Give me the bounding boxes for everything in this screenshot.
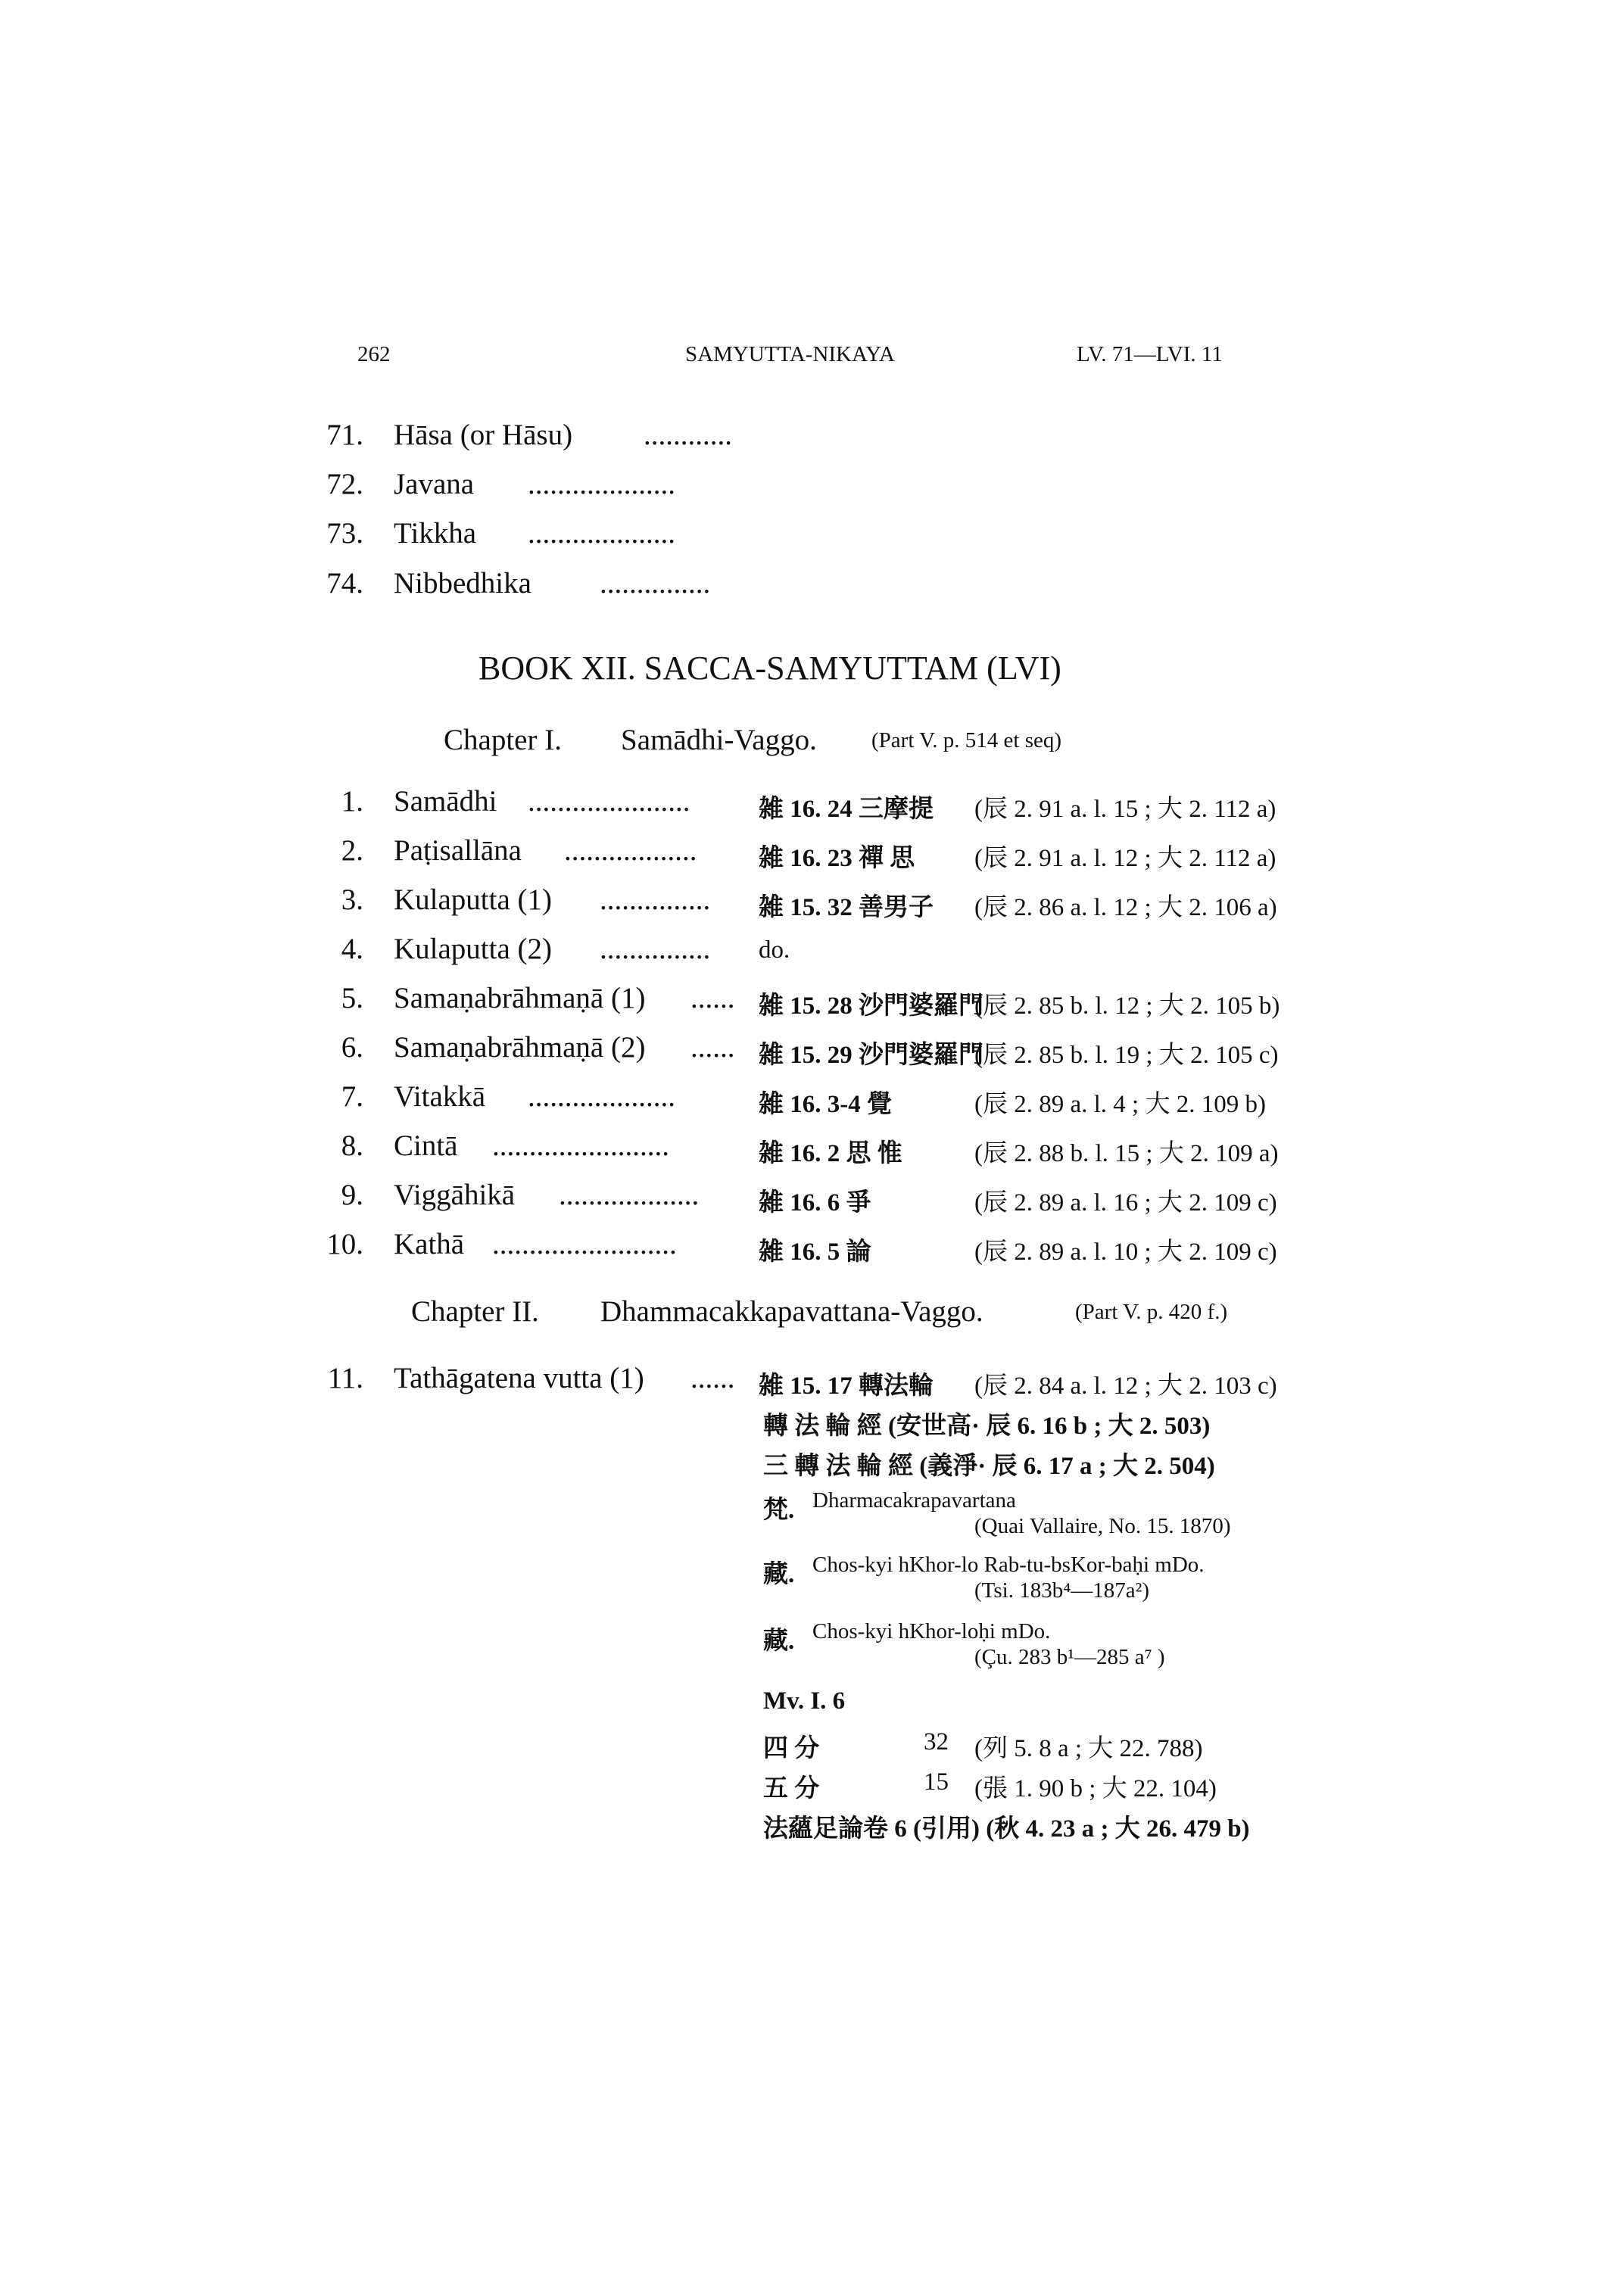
leader-dots: ..................	[564, 834, 697, 867]
item-number: 71.	[326, 419, 363, 451]
item-name: Paṭisallāna	[394, 834, 522, 867]
citation: (辰 2. 89 a. l. 4 ; 大 2. 109 b)	[974, 1091, 1266, 1118]
leader-dots: ...................	[559, 1179, 700, 1211]
chinese-ref: do.	[759, 936, 790, 964]
item-number: 11.	[327, 1362, 363, 1394]
leader-dots: ....................	[528, 1080, 675, 1113]
sanskrit-mark: 梵.	[763, 1497, 795, 1524]
vinaya-number: 32	[924, 1728, 949, 1756]
item-name: Hāsa (or Hāsu)	[394, 419, 573, 451]
item-name: Kathā	[394, 1228, 465, 1260]
citation: (辰 2. 85 b. l. 12 ; 大 2. 105 b)	[974, 992, 1280, 1020]
item-name: Viggāhikā	[394, 1179, 516, 1211]
leader-dots: ........................	[492, 1129, 669, 1162]
chapter-ref: (Part V. p. 420 f.)	[1075, 1300, 1228, 1324]
item-number: 8.	[341, 1129, 363, 1162]
item-number: 2.	[341, 834, 363, 867]
leader-dots: ............	[644, 419, 732, 451]
tibetan-title: Chos-kyi hKhor-lo Rab-tu-bsKor-baḥi mDo.	[812, 1553, 1205, 1577]
item-name: Nibbedhika	[394, 567, 531, 600]
chapter-name: Samādhi-Vaggo.	[621, 724, 817, 756]
leader-dots: ...............	[600, 933, 711, 965]
item-number: 5.	[341, 982, 363, 1014]
item-number: 9.	[341, 1179, 363, 1211]
chinese-ref: 雑 15. 29 沙門婆羅門	[759, 1042, 983, 1069]
item-number: 3.	[341, 883, 363, 916]
chinese-ref: 雑 16. 23 禪 思	[759, 845, 915, 872]
item-name: Kulaputta (1)	[394, 883, 553, 916]
vinaya-name: 四 分	[763, 1735, 820, 1762]
leader-dots: .........................	[492, 1228, 677, 1260]
item-name: Tikkha	[394, 517, 477, 550]
citation: (辰 2. 91 a. l. 15 ; 大 2. 112 a)	[974, 796, 1276, 823]
citation: (辰 2. 89 a. l. 10 ; 大 2. 109 c)	[974, 1238, 1277, 1266]
vinaya-citation: (列 5. 8 a ; 大 22. 788)	[974, 1735, 1203, 1762]
item-name: Samaṇabrāhmaṇā (1)	[394, 982, 646, 1014]
item-name: Samādhi	[394, 785, 497, 818]
tibetan-mark: 藏.	[763, 1628, 795, 1655]
item-name: Tathāgatena vutta (1)	[394, 1362, 644, 1394]
item-number: 7.	[341, 1080, 363, 1113]
leader-dots: ......	[690, 1031, 735, 1064]
citation: (辰 2. 84 a. l. 12 ; 大 2. 103 c)	[974, 1372, 1277, 1400]
leader-dots: ......................	[528, 785, 690, 818]
page-number: 262	[357, 342, 391, 366]
abhidharma-ref: 法蘊足論卷 6 (引用) (秋 4. 23 a ; 大 26. 479 b)	[763, 1815, 1250, 1843]
chinese-ref: 雑 16. 6 爭	[759, 1189, 871, 1217]
chapter-ref: (Part V. p. 514 et seq)	[871, 728, 1062, 752]
tibetan-title: Chos-kyi hKhor-loḥi mDo.	[812, 1619, 1051, 1643]
leader-dots: ......	[690, 1362, 735, 1394]
chinese-ref: 雑 16. 2 思 惟	[759, 1140, 902, 1167]
item-number: 10.	[326, 1228, 363, 1260]
chinese-ref: 雑 15. 28 沙門婆羅門	[759, 992, 983, 1020]
chapter-name: Dhammacakkapavattana-Vaggo.	[600, 1295, 983, 1328]
leader-dots: ....................	[528, 517, 675, 550]
sanskrit-title: Dharmacakrapavartana	[812, 1488, 1016, 1513]
vinaya-name: 五 分	[763, 1775, 820, 1802]
chinese-ref: 雑 16. 3-4 覺	[759, 1091, 892, 1118]
citation: (辰 2. 86 a. l. 12 ; 大 2. 106 a)	[974, 894, 1277, 921]
citation: (辰 2. 89 a. l. 16 ; 大 2. 109 c)	[974, 1189, 1277, 1217]
item-name: Cintā	[394, 1129, 458, 1162]
leader-dots: ....................	[528, 468, 675, 500]
parallel-ref: 轉 法 輪 經 (安世高· 辰 6. 16 b ; 大 2. 503)	[763, 1413, 1211, 1440]
mahavagga-ref: Mv. I. 6	[763, 1687, 846, 1715]
leader-dots: ......	[690, 982, 735, 1014]
chinese-ref: 雑 15. 32 善男子	[759, 894, 934, 921]
running-title: SAMYUTTA-NIKAYA	[685, 342, 895, 366]
citation: (辰 2. 91 a. l. 12 ; 大 2. 112 a)	[974, 845, 1276, 872]
chapter-label: Chapter I.	[444, 724, 562, 756]
item-name: Samaṇabrāhmaṇā (2)	[394, 1031, 646, 1064]
vinaya-citation: (張 1. 90 b ; 大 22. 104)	[974, 1775, 1217, 1802]
citation: (辰 2. 85 b. l. 19 ; 大 2. 105 c)	[974, 1042, 1279, 1069]
chinese-ref: 雑 16. 24 三摩提	[759, 796, 934, 823]
item-number: 1.	[341, 785, 363, 818]
book-title: BOOK XII. SACCA-SAMYUTTAM (LVI)	[478, 650, 1061, 687]
sanskrit-source: (Quai Vallaire, No. 15. 1870)	[974, 1514, 1231, 1538]
citation: (辰 2. 88 b. l. 15 ; 大 2. 109 a)	[974, 1140, 1279, 1167]
page-range: LV. 71—LVI. 11	[1077, 342, 1223, 366]
item-number: 74.	[326, 567, 363, 600]
chinese-ref: 雑 15. 17 轉法輪	[759, 1372, 934, 1400]
leader-dots: ...............	[600, 567, 711, 600]
parallel-ref: 三 轉 法 輪 經 (義淨· 辰 6. 17 a ; 大 2. 504)	[763, 1453, 1215, 1480]
item-number: 72.	[326, 468, 363, 500]
item-number: 73.	[326, 517, 363, 550]
item-number: 4.	[341, 933, 363, 965]
tibetan-source: (Çu. 283 b¹—285 a⁷ )	[974, 1645, 1165, 1669]
item-number: 6.	[341, 1031, 363, 1064]
item-name: Vitakkā	[394, 1080, 486, 1113]
item-name: Kulaputta (2)	[394, 933, 553, 965]
tibetan-source: (Tsi. 183b⁴—187a²)	[974, 1578, 1150, 1603]
chinese-ref: 雑 16. 5 論	[759, 1238, 871, 1266]
tibetan-mark: 藏.	[763, 1561, 795, 1588]
item-name: Javana	[394, 468, 475, 500]
leader-dots: ...............	[600, 883, 711, 916]
chapter-label: Chapter II.	[411, 1295, 539, 1328]
vinaya-number: 15	[924, 1768, 949, 1796]
